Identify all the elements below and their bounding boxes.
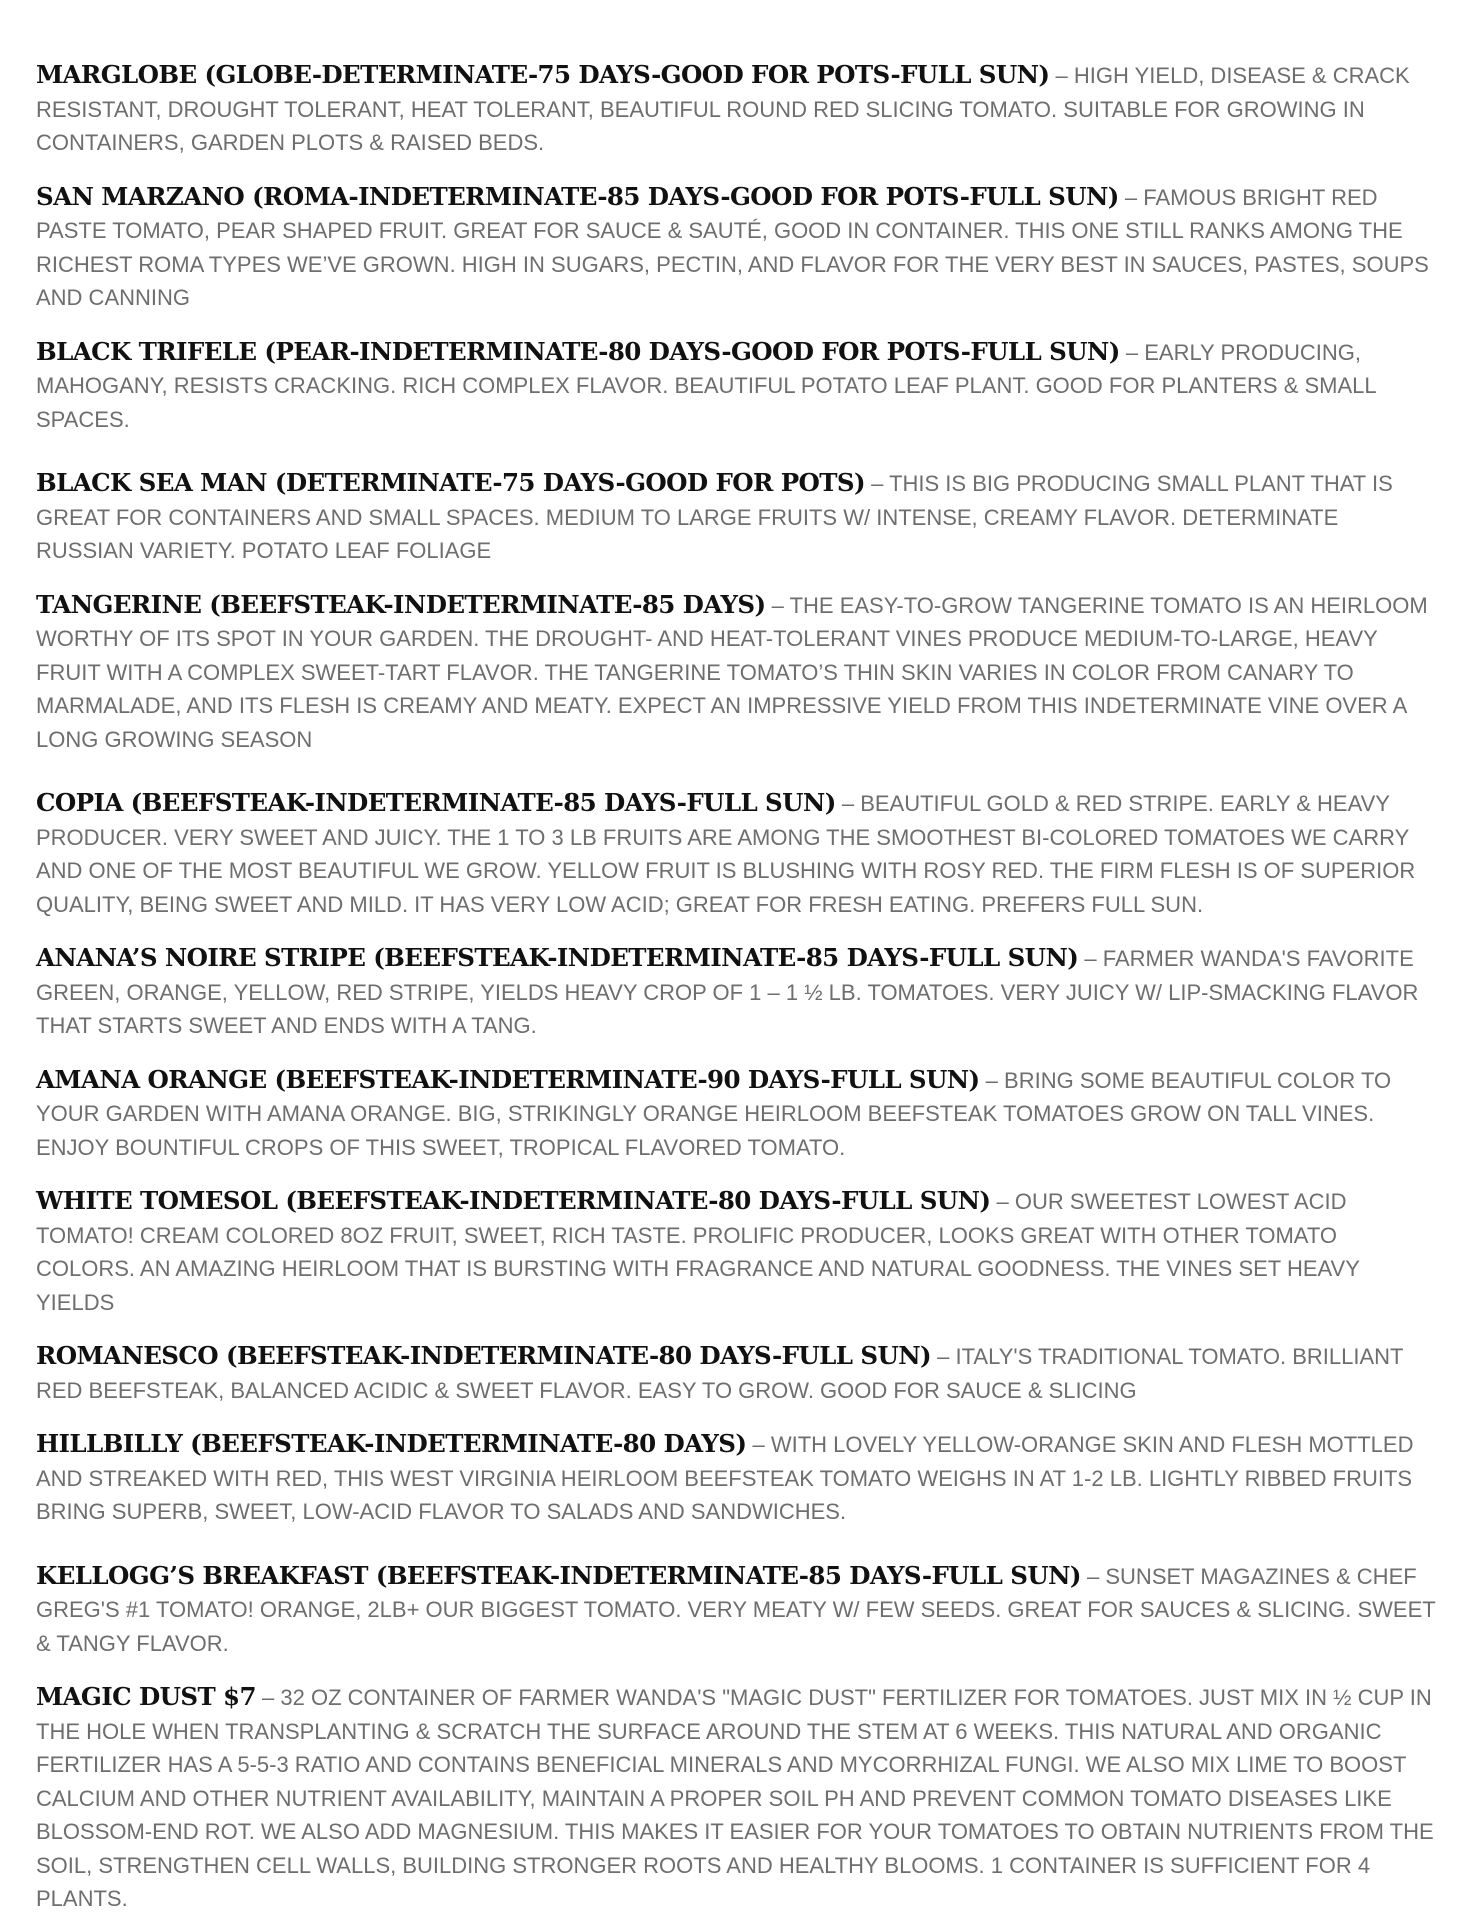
entry-ananas-noire-stripe [36,941,1440,1043]
separator: – [937,1344,950,1369]
entry-marglobe [36,58,1440,160]
variety-description: FARMER WANDA'S FAVORITE GREEN, ORANGE, YELLOW, RED STRIPE, YIELDS HEAVY CROP OF 1 – 1 ½ LB. TOMATOES. VERY JUICY W/ LIP-SMACKING FLAVOR THAT STARTS SWEET AND ENDS WITH A TANG. [36,946,1419,1038]
entry-hillbilly [36,1427,1440,1529]
variety-description: ITALY'S TRADITIONAL TOMATO. BRILLIANT RED BEEFSTEAK, BALANCED ACIDIC & SWEET FLAVOR. EASY TO GROW. GOOD FOR SAUCE & SLICING [36,1344,1404,1403]
separator: – [262,1685,275,1710]
product-name: MAGIC DUST $7 [36,1682,256,1711]
tomato-variety-list [36,58,1440,1916]
separator: – [985,1067,998,1093]
variety-description: FAMOUS BRIGHT RED PASTE TOMATO, PEAR SHAPED FRUIT. GREAT FOR SAUCE & SAUTÉ, GOOD IN CONTAINER. THIS ONE STILL RANKS AMONG THE RICHEST ROMA TYPES WE’VE GROWN. HIGH IN SUGARS, PECTIN, AND FLAVOR FOR THE VERY BEST IN SAUCES, PASTES, SOUPS AND CANNING [36,184,1429,310]
separator: – [771,592,784,618]
entry-romanesco [36,1339,1440,1407]
variety-description: EARLY PRODUCING, MAHOGANY, RESISTS CRACKING. RICH COMPLEX FLAVOR. BEAUTIFUL POTATO LEAF PLANT. GOOD FOR PLANTERS & SMALL SPACES. [36,339,1376,432]
entry-magic-dust [36,1680,1440,1916]
variety-description: HIGH YIELD, DISEASE & CRACK RESISTANT, DROUGHT TOLERANT, HEAT TOLERANT, BEAUTIFUL ROUND RED SLICING TOMATO. SUITABLE FOR GROWING IN CONTAINERS, GARDEN PLOTS & RAISED BEDS. [36,63,1410,155]
entry-kelloggs-breakfast [36,1559,1440,1661]
variety-description: WITH LOVELY YELLOW-ORANGE SKIN AND FLESH MOTTLED AND STREAKED WITH RED, THIS WEST VIRGINIA HEIRLOOM BEEFSTEAK TOMATO WEIGHS IN AT 1-2 LB. LIGHTLY RIBBED FRUITS BRING SUPERB, SWEET, LOW-ACID FLAVOR TO SALADS AND SANDWICHES. [36,1432,1414,1524]
separator: – [752,1432,765,1457]
entry-san-marzano [36,180,1440,315]
variety-description: SUNSET MAGAZINES & CHEF GREG'S #1 TOMATO! ORANGE, 2LB+ OUR BIGGEST TOMATO. VERY MEATY W/ FEW SEEDS. GREAT FOR SAUCES & SLICING. SWEET & TANGY FLAVOR. [36,1563,1436,1656]
variety-name: ANANA’S NOIRE STRIPE (BEEFSTEAK-INDETERMINATE-85 DAYS-FULL SUN) [36,943,1079,972]
variety-name: BLACK SEA MAN (DETERMINATE-75 DAYS-GOOD FOR POTS) [36,468,865,497]
variety-name: SAN MARZANO (ROMA-INDETERMINATE-85 DAYS-GOOD FOR POTS-FULL SUN) [36,181,1119,211]
variety-name: MARGLOBE (GLOBE-DETERMINATE-75 DAYS-GOOD FOR POTS-FULL SUN) [36,60,1050,89]
variety-name: TANGERINE (BEEFSTEAK-INDETERMINATE-85 DAYS) [36,589,766,619]
variety-description: THIS IS BIG PRODUCING SMALL PLANT THAT IS GREAT FOR CONTAINERS AND SMALL SPACES. MEDIUM TO LARGE FRUITS W/ INTENSE, CREAMY FLAVOR. DETERMINATE RUSSIAN VARIETY. POTATO LEAF FOLIAGE [36,471,1393,563]
variety-name: HILLBILLY (BEEFSTEAK-INDETERMINATE-80 DAYS) [36,1429,747,1458]
entry-black-sea-man [36,466,1440,568]
separator: – [841,791,855,816]
separator: – [1055,63,1068,88]
variety-description: BRING SOME BEAUTIFUL COLOR TO YOUR GARDEN WITH AMANA ORANGE. BIG, STRIKINGLY ORANGE HEIRLOOM BEEFSTEAK TOMATOES GROW ON TALL VINES. ENJOY BOUNTIFUL CROPS OF THIS SWEET, TROPICAL FLAVORED TOMATO. [36,1067,1392,1160]
entry-black-trifele [36,335,1440,437]
variety-description: BEAUTIFUL GOLD & RED STRIPE. EARLY & HEAVY PRODUCER. VERY SWEET AND JUICY. THE 1 TO 3 LB FRUITS ARE AMONG THE SMOOTHEST BI-COLORED TOMATOES WE CARRY AND ONE OF THE MOST BEAUTIFUL WE GROW. YELLOW FRUIT IS BLUSHING WITH ROSY RED. THE FIRM FLESH IS OF SUPERIOR QUALITY, BEING SWEET AND MILD. IT HAS VERY LOW ACID; GREAT FOR FRESH EATING. PREFERS FULL SUN. [36,791,1416,917]
entry-copia [36,786,1440,921]
product-description: 32 OZ CONTAINER OF FARMER WANDA'S "MAGIC DUST" FERTILIZER FOR TOMATOES. JUST MIX IN ½ CUP IN THE HOLE WHEN TRANSPLANTING & SCRATCH THE SURFACE AROUND THE STEM AT 6 WEEKS. THIS NATURAL AND ORGANIC FERTILIZER HAS A 5-5-3 RATIO AND CONTAINS BENEFICIAL MINERALS AND MYCORRHIZAL FUNGI. WE ALSO MIX LIME TO BOOST CALCIUM AND OTHER NUTRIENT AVAILABILITY, MAINTAIN A PROPER SOIL PH AND PREVENT COMMON TOMATO DISEASES LIKE BLOSSOM-END ROT. WE ALSO ADD MAGNESIUM. THIS MAKES IT EASIER FOR YOUR TOMATOES TO OBTAIN NUTRIENTS FROM THE SOIL, STRENGTHEN CELL WALLS, BUILDING STRONGER ROOTS AND HEALTHY BLOOMS. 1 CONTAINER IS SUFFICIENT FOR 4 PLANTS. [36,1685,1434,1911]
separator: – [996,1189,1009,1214]
separator: – [1125,339,1139,365]
entry-white-tomesol [36,1184,1440,1319]
separator: – [1124,184,1138,210]
variety-name: AMANA ORANGE (BEEFSTEAK-INDETERMINATE-90 DAYS-FULL SUN) [36,1064,980,1094]
separator: – [1084,946,1097,971]
variety-description: OUR SWEETEST LOWEST ACID TOMATO! CREAM COLORED 8OZ FRUIT, SWEET, RICH TASTE. PROLIFIC PRODUCER, LOOKS GREAT WITH OTHER TOMATO COLORS. AN AMAZING HEIRLOOM THAT IS BURSTING WITH FRAGRANCE AND NATURAL GOODNESS. THE VINES SET HEAVY YIELDS [36,1189,1360,1315]
entry-amana-orange [36,1063,1440,1165]
separator: – [1087,1563,1100,1589]
variety-name: KELLOGG’S BREAKFAST (BEEFSTEAK-INDETERMINATE-85 DAYS-FULL SUN) [36,1560,1081,1590]
variety-name: ROMANESCO (BEEFSTEAK-INDETERMINATE-80 DAYS-FULL SUN) [36,1341,932,1370]
variety-name: COPIA (BEEFSTEAK-INDETERMINATE-85 DAYS-FULL SUN) [36,788,836,817]
variety-description: THE EASY-TO-GROW TANGERINE TOMATO IS AN HEIRLOOM WORTHY OF ITS SPOT IN YOUR GARDEN. THE DROUGHT- AND HEAT-TOLERANT VINES PRODUCE MEDIUM-TO-LARGE, HEAVY FRUIT WITH A COMPLEX SWEET-TART FLAVOR. THE TANGERINE TOMATO’S THIN SKIN VARIES IN COLOR FROM CANARY TO MARMALADE, AND ITS FLESH IS CREAMY AND MEATY. EXPECT AN IMPRESSIVE YIELD FROM THIS INDETERMINATE VINE OVER A LONG GROWING SEASON [36,592,1428,752]
variety-name: BLACK TRIFELE (PEAR-INDETERMINATE-80 DAYS-GOOD FOR POTS-FULL SUN) [36,336,1120,366]
entry-tangerine [36,588,1440,757]
variety-name: WHITE TOMESOL (BEEFSTEAK-INDETERMINATE-80 DAYS-FULL SUN) [36,1186,991,1215]
separator: – [871,471,884,496]
